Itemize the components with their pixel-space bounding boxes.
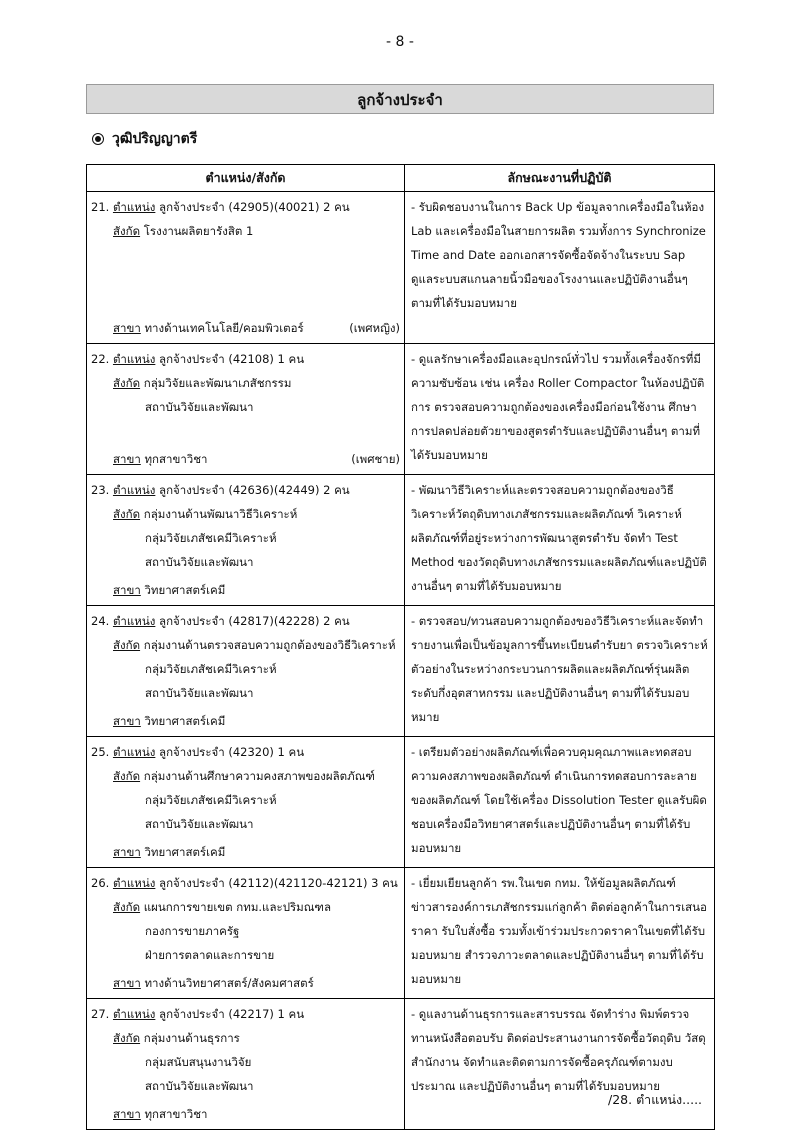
row-number: 22. [91,352,110,366]
position-label: ตำแหน่ง [112,483,156,497]
branch-line [91,840,400,864]
branch-label: สาขา [113,1107,141,1121]
affiliation-label: สังกัด [113,638,141,652]
affiliation-parent-line: สถาบันวิจัยและพัฒนา [145,400,254,414]
table-row [87,344,715,475]
position-value: ลูกจ้างประจำ (42817)(42228) 2 คน [159,614,350,628]
branch-text [113,316,304,340]
affiliation-parent-line: กลุ่มวิจัยเภสัชเคมีวิเคราะห์ [145,531,277,545]
affiliation-line [91,633,400,657]
branch-label: สาขา [113,321,141,335]
affiliation-parent-line: กลุ่มวิจัยเภสัชเคมีวิเคราะห์ [145,793,277,807]
position-cell [87,475,405,606]
affiliation-parent-line: กลุ่มวิจัยเภสัชเคมีวิเคราะห์ [145,662,277,676]
affiliation-label: สังกัด [113,507,141,521]
row-number: 21. [91,200,110,214]
table-row [87,737,715,868]
duties-cell: - เตรียมตัวอย่างผลิตภัณฑ์เพื่อควบคุมคุณภาพและทดสอบความคงสภาพของผลิตภัณฑ์ ดำเนินการทดสอบการละลายของผลิตภัณฑ์ โดยใช้เครื่อง Dissolution Tester ดูแลรับผิดชอบเครื่องมือวิทยาศาสตร์และปฏิบัติงานอื่นๆ ตามที่ได้รับมอบหมาย [405,737,715,868]
branch-label: สาขา [113,452,141,466]
affiliation-label: สังกัด [113,224,141,238]
branch-text [113,709,225,733]
position-value: ลูกจ้างประจำ (42217) 1 คน [159,1007,305,1021]
position-line [91,195,400,219]
branch-text [113,447,208,471]
position-line [91,347,400,371]
affiliation-value: โรงงานผลิตยารังสิต 1 [143,224,254,238]
affiliation-parent-line: ฝ่ายการตลาดและการขาย [145,948,275,962]
affiliation-line [91,764,400,788]
branch-value: ทุกสาขาวิชา [144,1107,208,1121]
affiliation-label: สังกัด [113,376,141,390]
table-row [87,192,715,344]
affiliation-label: สังกัด [113,900,141,914]
affiliation-line [91,895,400,919]
affiliation-parent-line: สถาบันวิจัยและพัฒนา [145,817,254,831]
position-label: ตำแหน่ง [112,200,156,214]
row-number: 27. [91,1007,110,1021]
position-value: ลูกจ้างประจำ (42112)(421120-42121) 3 คน [159,876,398,890]
affiliation-parent-line: สถาบันวิจัยและพัฒนา [145,686,254,700]
branch-line [91,1102,400,1126]
position-line [91,1002,400,1026]
affiliation-value: กลุ่มวิจัยและพัฒนาเภสัชกรรม [143,376,292,390]
branch-line [91,316,400,340]
affiliation-line [91,1026,400,1050]
table-header-row [87,165,715,192]
branch-text [113,578,225,602]
branch-text [113,1102,208,1126]
affiliation-value: แผนกการขายเขต กทม.และปริมณฑล [143,900,332,914]
position-value: ลูกจ้างประจำ (42636)(42449) 2 คน [159,483,350,497]
duties-cell: - ตรวจสอบ/ทวนสอบความถูกต้องของวิธีวิเคราะห์และจัดทำรายงานเพื่อเป็นข้อมูลการขึ้นทะเบียนตำรับยา ตรวจวิเคราะห์ตัวอย่างในระหว่างกระบวนการผลิตและผลิตภัณฑ์รุ่นผลิตระดับกึ่งอุตสาหกรรม และปฏิบัติงานอื่นๆ ตามที่ได้รับมอบหมาย [405,606,715,737]
gender-requirement: (เพศหญิง) [349,321,400,335]
position-label: ตำแหน่ง [112,876,156,890]
affiliation-label: สังกัด [113,1031,141,1045]
position-line [91,740,400,764]
branch-label: สาขา [113,976,141,990]
table-row [87,606,715,737]
position-cell [87,192,405,344]
position-label: ตำแหน่ง [112,745,156,759]
duties-cell: - เยี่ยมเยียนลูกค้า รพ.ในเขต กทม. ให้ข้อมูลผลิตภัณฑ์ข่าวสารองค์การเภสัชกรรมแก่ลูกค้า ติดต่อลูกค้าในการเสนอราคา รับใบสั่งซื้อ รวมทั้งเข้าร่วมประกวดราคาในเขตที่ได้รับมอบหมาย สำรวจภาวะตลาดและปฏิบัติงานอื่นๆ ตามที่ได้รับมอบหมาย [405,868,715,999]
affiliation-parent-line: กลุ่มสนับสนุนงานวิจัย [145,1055,252,1069]
header-position-affiliation: ตำแหน่ง/สังกัด [87,165,405,192]
position-label: ตำแหน่ง [112,614,156,628]
branch-line [91,578,400,602]
affiliation-parent-line: กองการขายภาครัฐ [145,924,240,938]
affiliation-line [91,219,400,243]
branch-value: วิทยาศาสตร์เคมี [144,583,226,597]
row-number: 24. [91,614,110,628]
position-line [91,478,400,502]
affiliation-parent-line: สถาบันวิจัยและพัฒนา [145,555,254,569]
qualification-heading [92,128,197,150]
branch-text [113,971,314,995]
branch-line [91,709,400,733]
continuation-note: /28. ตำแหน่ง..... [608,1092,703,1107]
branch-value: วิทยาศาสตร์เคมี [144,845,226,859]
branch-line [91,971,400,995]
position-value: ลูกจ้างประจำ (42320) 1 คน [159,745,305,759]
row-number: 23. [91,483,110,497]
affiliation-value: กลุ่มงานด้านตรวจสอบความถูกต้องของวิธีวิเคราะห์ [143,638,396,652]
branch-value: วิทยาศาสตร์เคมี [144,714,226,728]
radio-bullet-icon [92,133,104,145]
duties-cell: - ดูแลรักษาเครื่องมือและอุปกรณ์ทั่วไป รวมทั้งเครื่องจักรที่มีความซับซ้อน เช่น เครื่อง Roller Compactor ในห้องปฏิบัติการ ตรวจสอบความถูกต้องของเครื่องมือก่อนใช้งาน ศึกษาการปลดปล่อยตัวยาของสูตรตำรับและปฏิบัติงานอื่นๆ ตามที่ได้รับมอบหมาย [405,344,715,475]
header-duties: ลักษณะงานที่ปฏิบัติ [405,165,715,192]
branch-text [113,840,225,864]
table-row [87,868,715,999]
position-line [91,871,400,895]
qualification-label: วุฒิปริญญาตรี [112,131,198,147]
position-cell [87,737,405,868]
row-number: 26. [91,876,110,890]
gender-requirement: (เพศชาย) [351,452,400,466]
affiliation-line [91,371,400,395]
duties-cell: - รับผิดชอบงานในการ Back Up ข้อมูลจากเครื่องมือในห้อง Lab และเครื่องมือในสายการผลิต รวมทั้งการ Synchronize Time and Date ออกเอกสารจัดซื้อจัดจ้างในระบบ Sap ดูแลระบบสแกนลายนิ้วมือของโรงงานและปฏิบัติงานอื่นๆ ตามที่ได้รับมอบหมาย [405,192,715,344]
position-line [91,609,400,633]
affiliation-line [91,502,400,526]
row-number: 25. [91,745,110,759]
duties-cell: - พัฒนาวิธีวิเคราะห์และตรวจสอบความถูกต้องของวิธีวิเคราะห์วัตถุดิบทางเภสัชกรรมและผลิตภัณฑ์ วิเคราะห์ผลิตภัณฑ์ที่อยู่ระหว่างการพัฒนาสูตรตำรับ จัดทำ Test Method ของวัตถุดิบทางเภสัชกรรมและผลิตภัณฑ์และปฏิบัติงานอื่นๆ ตามที่ได้รับมอบหมาย [405,475,715,606]
position-cell [87,999,405,1130]
table-row [87,475,715,606]
duties-cell: - ดูแลงานด้านธุรการและสารบรรณ จัดทำร่าง พิมพ์ตรวจทานหนังสือตอบรับ ติดต่อประสานงานการจัดซื้อวัตถุดิบ วัสดุสำนักงาน จัดทำและติดตามการจัดซื้อครุภัณฑ์ตามงบประมาณ และปฏิบัติงานอื่นๆ ตามที่ได้รับมอบหมาย [405,999,715,1130]
position-value: ลูกจ้างประจำ (42108) 1 คน [159,352,305,366]
positions-table [86,164,715,1130]
affiliation-value: กลุ่มงานด้านธุรการ [143,1031,240,1045]
section-banner: ลูกจ้างประจำ [86,84,714,114]
branch-value: ทางด้านเทคโนโลยี/คอมพิวเตอร์ [144,321,304,335]
branch-label: สาขา [113,714,141,728]
affiliation-label: สังกัด [113,769,141,783]
position-value: ลูกจ้างประจำ (42905)(40021) 2 คน [159,200,350,214]
page-number: - 8 - [386,34,414,50]
branch-line [91,447,400,471]
branch-value: ทางด้านวิทยาศาสตร์/สังคมศาสตร์ [144,976,314,990]
position-label: ตำแหน่ง [112,1007,156,1021]
affiliation-value: กลุ่มงานด้านพัฒนาวิธีวิเคราะห์ [143,507,298,521]
branch-value: ทุกสาขาวิชา [144,452,208,466]
branch-label: สาขา [113,583,141,597]
position-cell [87,868,405,999]
affiliation-parent-line: สถาบันวิจัยและพัฒนา [145,1079,254,1093]
position-label: ตำแหน่ง [112,352,156,366]
branch-label: สาขา [113,845,141,859]
position-cell [87,344,405,475]
position-cell [87,606,405,737]
affiliation-value: กลุ่มงานด้านศึกษาความคงสภาพของผลิตภัณฑ์ [143,769,375,783]
